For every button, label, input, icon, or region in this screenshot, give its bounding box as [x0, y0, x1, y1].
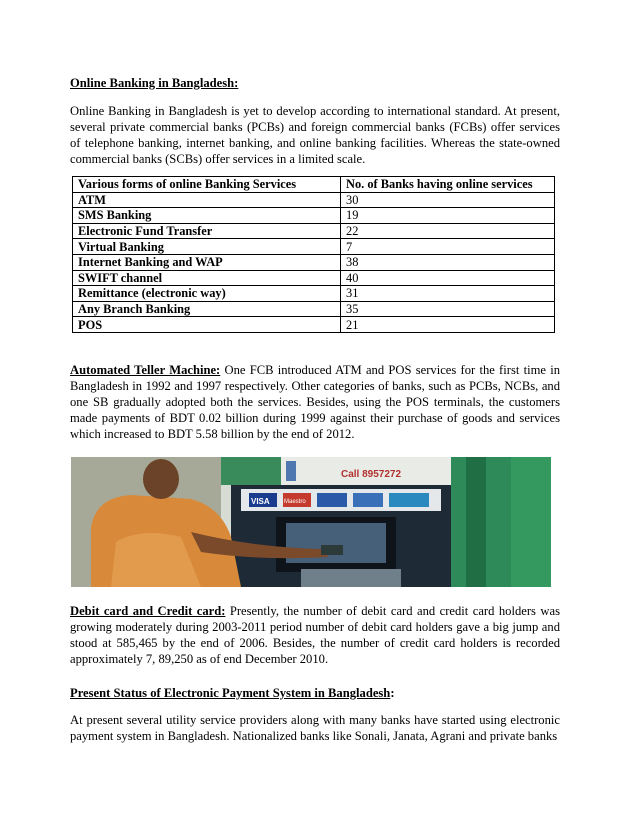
table-cell-service: SMS Banking	[73, 208, 341, 224]
table-cell-count: 7	[341, 239, 555, 255]
section-heading-electronic-payment	[70, 685, 560, 701]
table-cell-service: SWIFT channel	[73, 270, 341, 286]
table-cell-service: Virtual Banking	[73, 239, 341, 255]
table-cell-count: 35	[341, 301, 555, 317]
table-cell-service: ATM	[73, 192, 341, 208]
table-row	[73, 301, 555, 317]
table-cell-count: 30	[341, 192, 555, 208]
table-cell-count: 40	[341, 270, 555, 286]
table-cell-count: 31	[341, 286, 555, 302]
atm-paragraph	[70, 362, 560, 442]
atm-photo	[71, 457, 551, 587]
electronic-payment-heading-colon: :	[390, 686, 395, 700]
maestro-logo: Maestro	[284, 499, 306, 505]
table-row	[73, 208, 555, 224]
table-header-row	[73, 177, 555, 193]
final-paragraph: At present several utility service providers along with many banks have started using electronic payment system in Bangladesh. Nationalized banks like Sonali, Janata, Agrani and private banks	[70, 713, 560, 743]
card-paragraph	[70, 603, 560, 667]
atm-text: One FCB introduced ATM and POS services for the first time in Bangladesh in 1992 and 1997 respectively. Other categories of banks, such as PCBs, NCBs, and one SB gradually adopted both the services. Besides, using the POS terminals, the customers made payments of BDT 0.02 billion during 1999 against their purchase of goods and services which increased to BDT 5.58 billion by the end of 2012.	[70, 363, 560, 441]
table-cell-service: Remittance (electronic way)	[73, 286, 341, 302]
section-heading-online-banking: Online Banking in Bangladesh:	[70, 76, 239, 90]
table-header-service: Various forms of online Banking Services	[73, 177, 341, 193]
table-header-count: No. of Banks having online services	[341, 177, 555, 193]
electronic-payment-heading: Present Status of Electronic Payment System in Bangladesh	[70, 686, 391, 700]
intro-paragraph: Online Banking in Bangladesh is yet to develop according to international standard. At present, several private commercial banks (PCBs) and foreign commercial banks (FCBs) offer services of telephone banking, internet banking, and online banking facilities. Whereas the state-owned commercial banks (SCBs) offer services in a limited scale.	[70, 104, 560, 166]
atm-photo-illustration	[71, 457, 551, 587]
table-row	[73, 223, 555, 239]
table-cell-count: 19	[341, 208, 555, 224]
card-text: Presently, the number of debit card and credit card holders was growing moderately during 2003-2011 period number of debit card holders gave a big jump and stood at 585,465 by the end of 2006. Besides, the number of credit card holders is recorded approximately 7, 89,250 as of end December 2010.	[70, 604, 560, 666]
table-row	[73, 317, 555, 333]
atm-heading: Automated Teller Machine:	[70, 363, 221, 377]
table-row	[73, 270, 555, 286]
table-row	[73, 192, 555, 208]
table-cell-count: 38	[341, 254, 555, 270]
online-banking-services-table	[72, 176, 555, 333]
table-row	[73, 239, 555, 255]
table-cell-count: 21	[341, 317, 555, 333]
table-cell-count: 22	[341, 223, 555, 239]
card-heading: Debit card and Credit card:	[70, 604, 226, 618]
table-cell-service: POS	[73, 317, 341, 333]
atm-sign-text: Call 8957272	[341, 469, 402, 480]
table-row	[73, 286, 555, 302]
table-cell-service: Any Branch Banking	[73, 301, 341, 317]
table-cell-service: Internet Banking and WAP	[73, 254, 341, 270]
visa-logo: VISA	[251, 497, 270, 506]
table-row	[73, 254, 555, 270]
table-cell-service: Electronic Fund Transfer	[73, 223, 341, 239]
